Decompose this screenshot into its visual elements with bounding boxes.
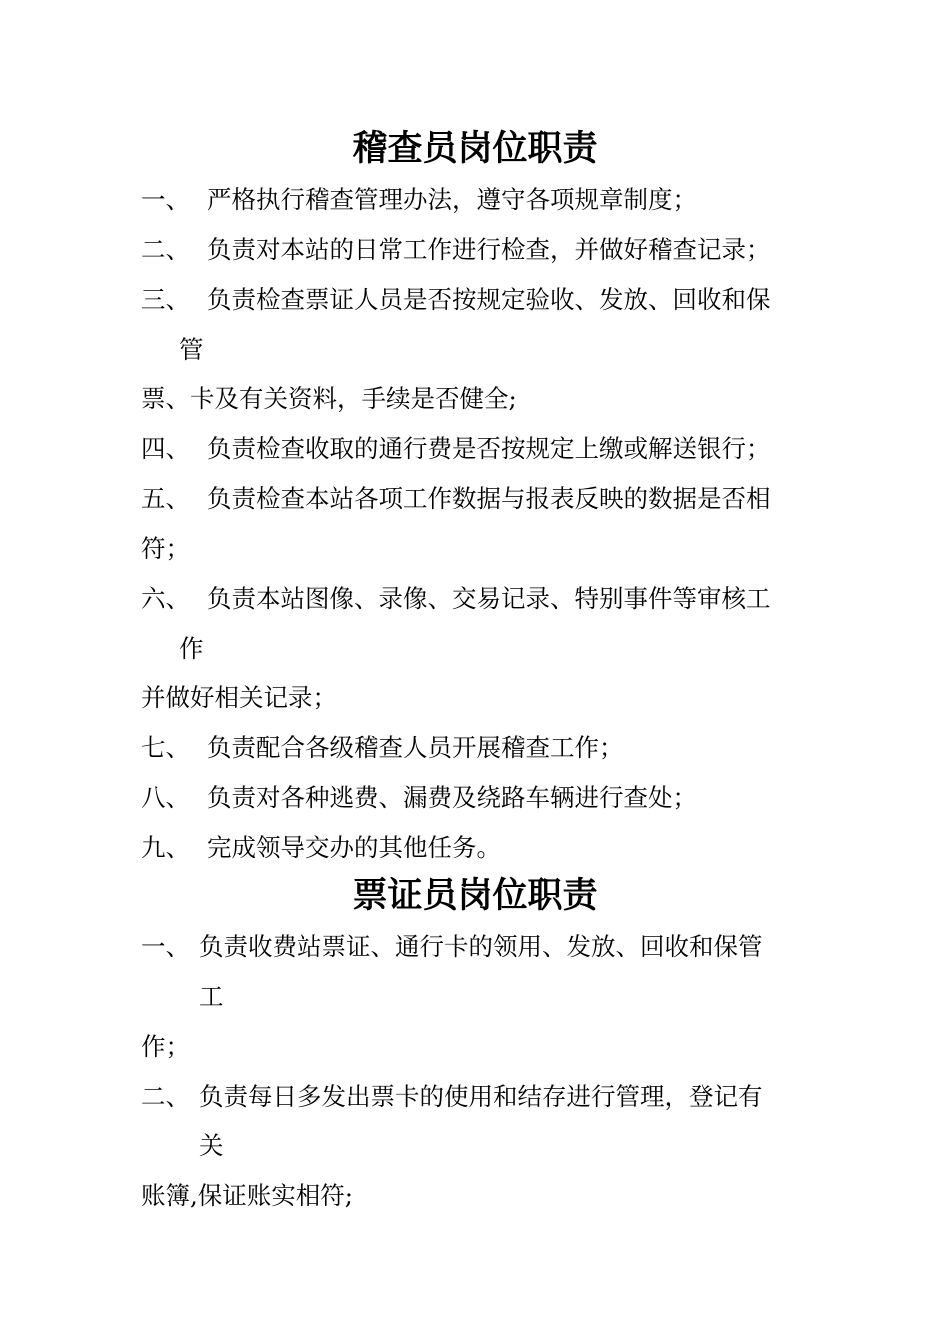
- section2-title: 票证员岗位职责: [352, 875, 598, 916]
- item-text: 负责每日多发出票卡的使用和结存进行管理，登记有: [199, 1082, 763, 1111]
- item-text: 负责检查票证人员是否按规定验收、发放、回收和保: [207, 285, 771, 314]
- item-text: 负责配合各级稽查人员开展稽查工作；: [207, 733, 624, 762]
- item-text: 完成领导交办的其他任务。: [207, 833, 501, 862]
- item-number: 二、: [141, 1082, 190, 1111]
- section1-title: 稽查员岗位职责: [352, 128, 598, 169]
- item-text: 负责对本站的日常工作进行检查，并做好稽查记录；: [207, 235, 771, 264]
- item-number: 四、: [141, 434, 190, 463]
- item-text-continued: 作；: [141, 1032, 190, 1061]
- item-text-wrap: 管: [179, 335, 204, 364]
- item-number: 一、: [141, 185, 190, 214]
- item-text: 负责收费站票证、通行卡的领用、发放、回收和保管: [199, 932, 763, 961]
- item-number: 九、: [141, 833, 190, 862]
- item-number: 一、: [141, 932, 190, 961]
- item-number: 八、: [141, 783, 190, 812]
- item-text: 负责本站图像、录像、交易记录、特别事件等审核工: [207, 584, 771, 613]
- item-text-continued: 并做好相关记录；: [141, 683, 337, 712]
- item-number: 二、: [141, 235, 190, 264]
- item-text-continued: 符；: [141, 534, 190, 563]
- item-text: 负责对各种逃费、漏费及绕路车辆进行查处；: [207, 783, 697, 812]
- item-text-continued: 账簿,保证账实相符;: [141, 1181, 354, 1210]
- item-text-wrap: 关: [199, 1131, 224, 1160]
- item-text: 负责检查本站各项工作数据与报表反映的数据是否相: [207, 484, 771, 513]
- item-text: 负责检查收取的通行费是否按规定上缴或解送银行；: [207, 434, 771, 463]
- item-number: 六、: [141, 584, 190, 613]
- item-text-wrap: 作: [179, 634, 204, 663]
- item-number: 三、: [141, 285, 190, 314]
- item-text-continued: 票、卡及有关资料，手续是否健全;: [141, 384, 517, 413]
- item-number: 七、: [141, 733, 190, 762]
- item-number: 五、: [141, 484, 190, 513]
- item-text-wrap: 工: [199, 982, 224, 1011]
- item-text: 严格执行稽查管理办法，遵守各项规章制度；: [207, 185, 697, 214]
